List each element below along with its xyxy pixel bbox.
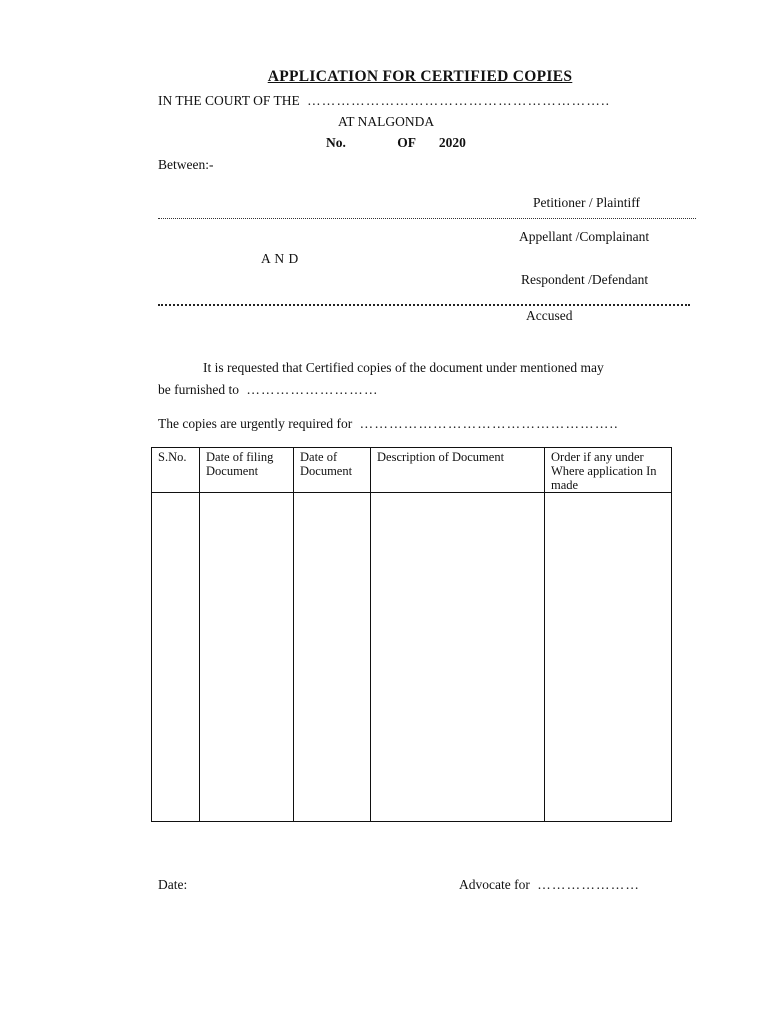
furnished-line (158, 382, 379, 398)
header-date-of-document: Date of Document (294, 448, 371, 493)
case-year: 2020 (438, 135, 466, 150)
accused-label: Accused (526, 308, 573, 323)
urgency-label: The copies are urgently required for (158, 416, 353, 431)
appellant-label: Appellant /Complainant (519, 229, 650, 244)
advocate-blank: ………………… (537, 877, 641, 892)
between-label: Between:- (158, 157, 214, 172)
respondent-label: Respondent /Defendant (521, 272, 649, 287)
urgency-line (158, 416, 619, 432)
court-blank: …………………………………………………….. (307, 93, 611, 108)
advocate-line (459, 877, 640, 893)
place-name: AT NALGONDA (338, 114, 435, 129)
document-title: APPLICATION FOR CERTIFIED COPIES (267, 68, 573, 85)
advocate-label: Advocate for (459, 877, 530, 892)
documents-table (151, 447, 672, 822)
cell-order (545, 493, 672, 822)
petitioner-blank-line (158, 218, 696, 219)
cell-date-of-filing (200, 493, 294, 822)
header-sno: S.No. (152, 448, 200, 493)
case-no-label: No. (326, 135, 346, 150)
and-separator: A N D (261, 251, 299, 266)
respondent-blank-line (158, 304, 690, 306)
header-order: Order if any under Where application In made (545, 448, 672, 493)
header-description: Description of Document (371, 448, 545, 493)
date-label: Date: (158, 877, 188, 892)
case-number-line (326, 135, 466, 151)
table-row (152, 493, 672, 822)
urgency-blank: …………………………………………….. (359, 416, 619, 431)
court-label: IN THE COURT OF THE (158, 93, 300, 108)
request-paragraph: It is requested that Certified copies of the document under mentioned may (203, 360, 604, 375)
petitioner-label: Petitioner / Plaintiff (533, 195, 640, 210)
header-date-of-filing: Date of filing Document (200, 448, 294, 493)
cell-sno (152, 493, 200, 822)
cell-date-of-document (294, 493, 371, 822)
furnished-blank: ……………………… (246, 382, 379, 397)
furnished-label: be furnished to (158, 382, 239, 397)
cell-description (371, 493, 545, 822)
case-of-label: OF (397, 135, 416, 150)
court-line (158, 93, 610, 109)
table-header-row (152, 448, 672, 493)
